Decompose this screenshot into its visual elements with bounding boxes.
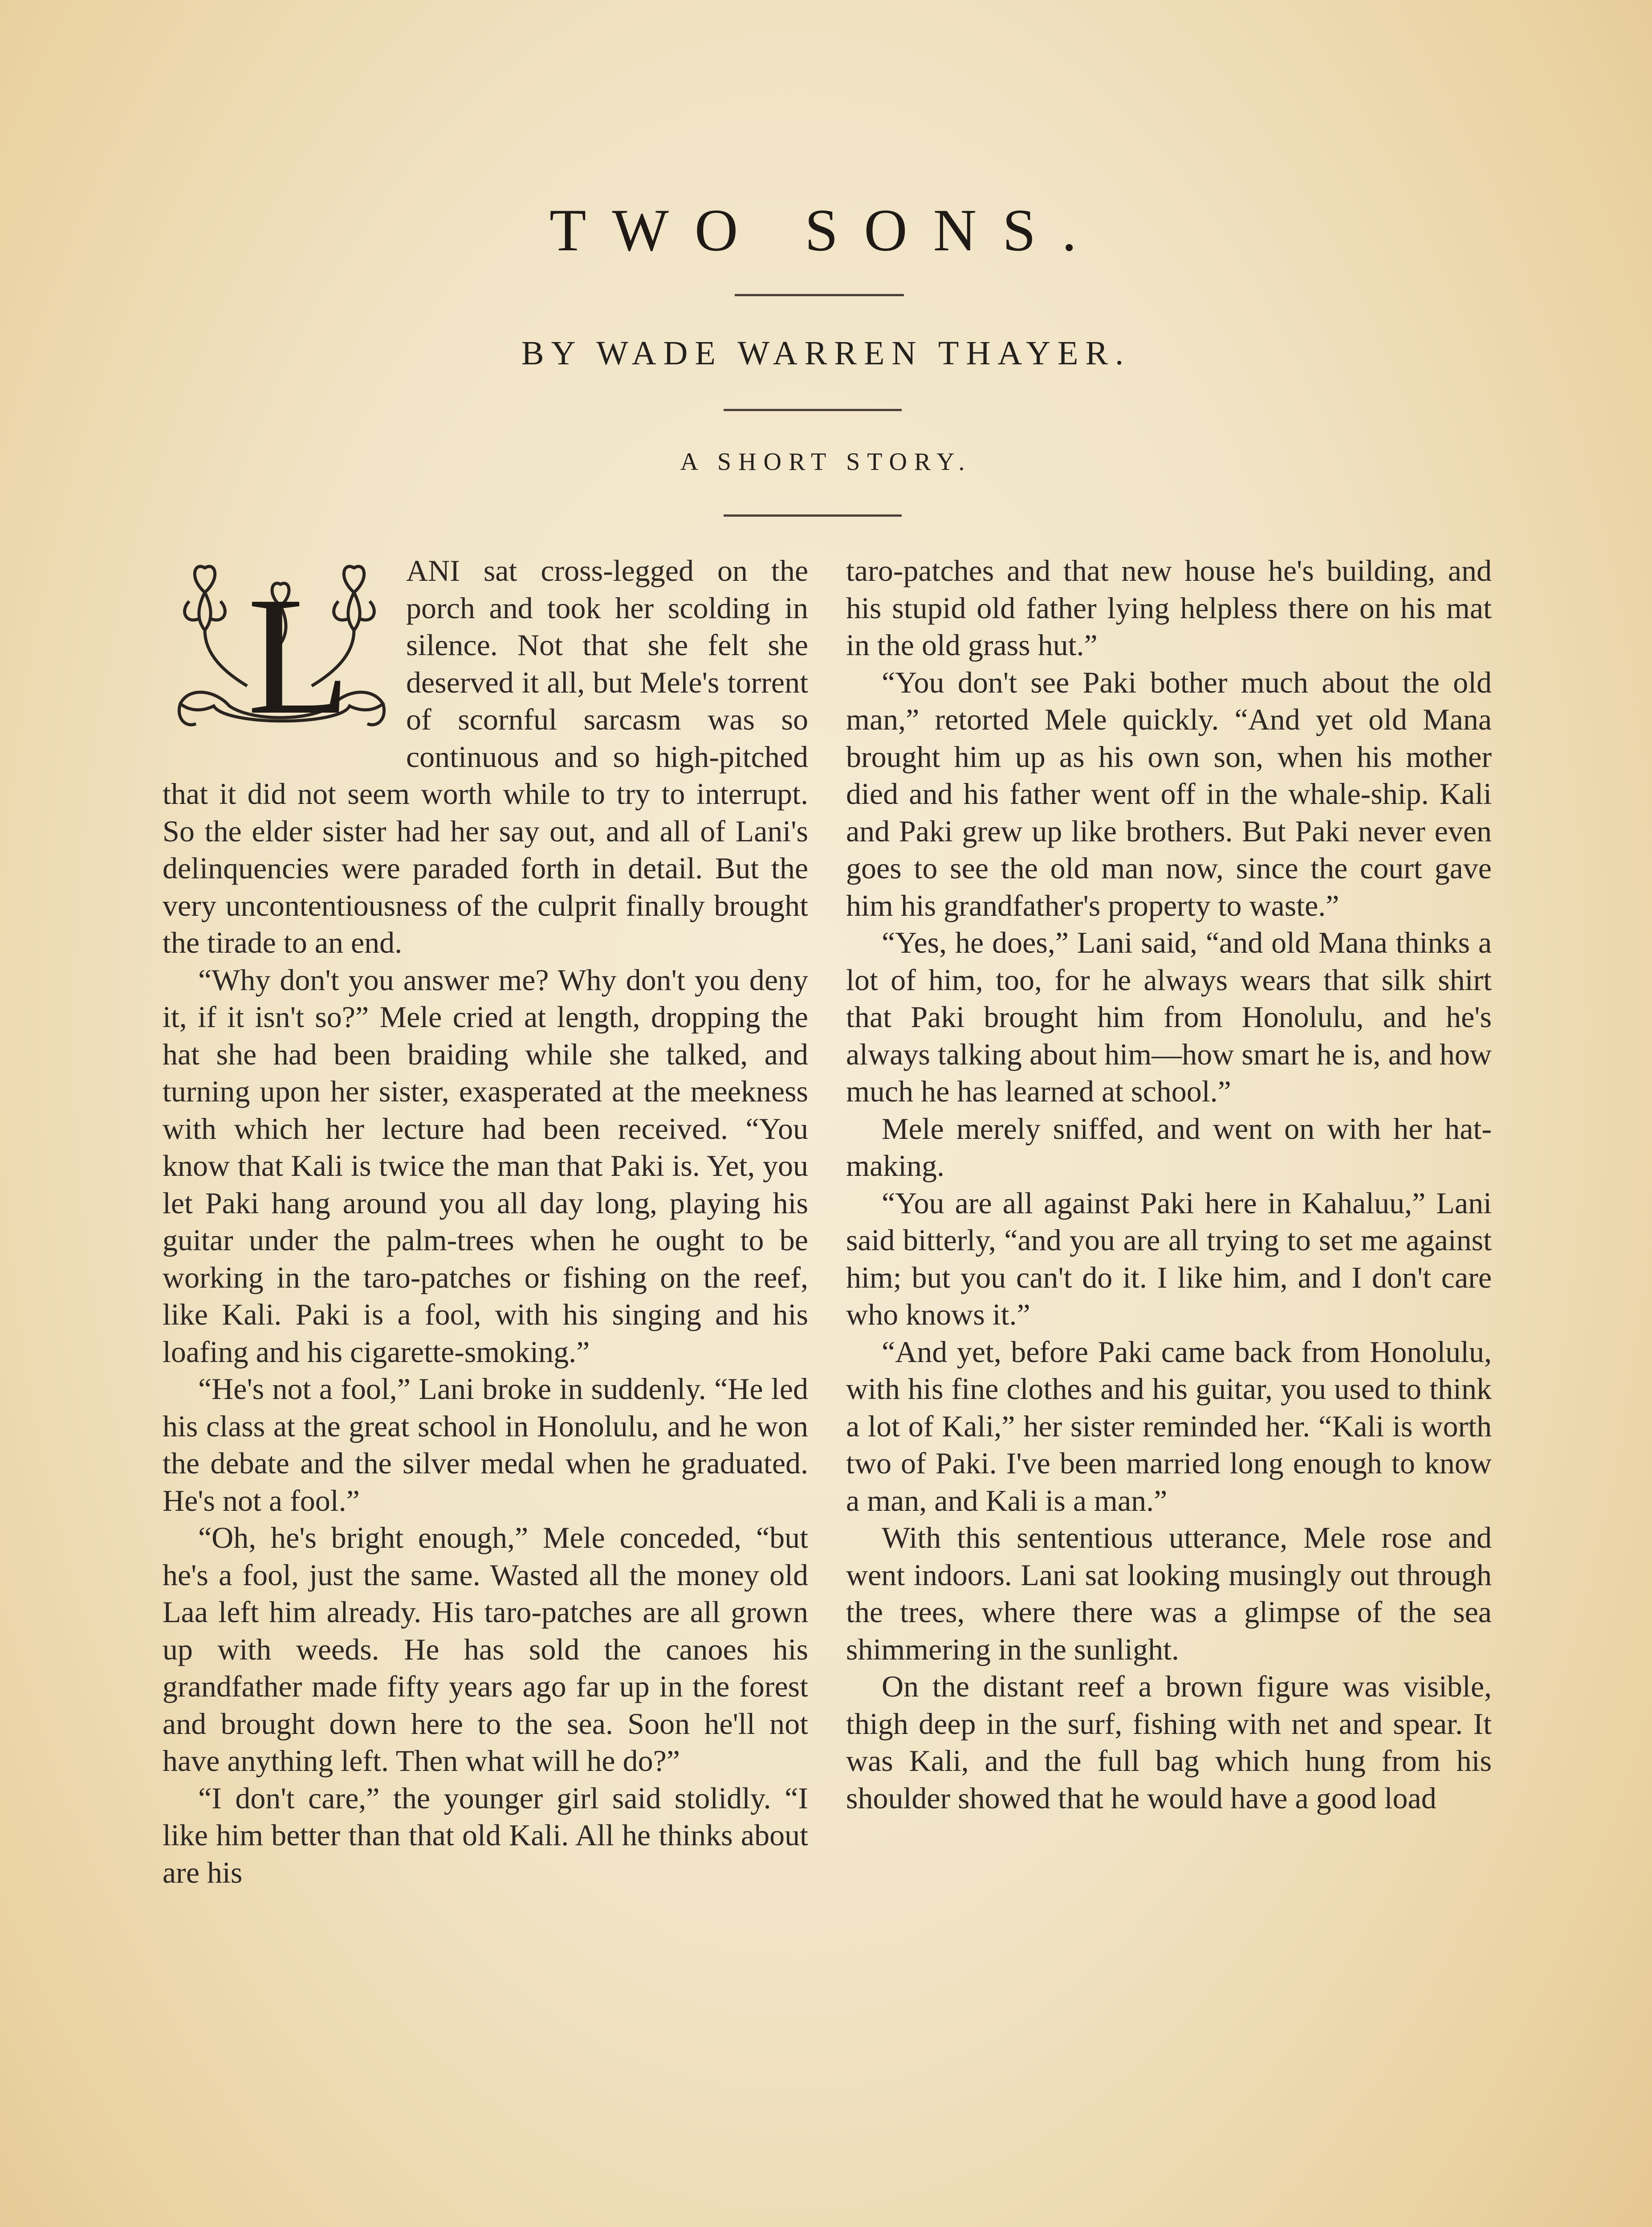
title-rule: [735, 294, 904, 296]
kicker-rule: [724, 514, 902, 517]
paragraph: With this sententious utterance, Mele rose and went indoors. Lani sat looking musingly out through the trees, where there was a glimpse of the sea shimmering in the sunlight.: [846, 1521, 1492, 1666]
dropcap-letter: L: [247, 562, 351, 748]
byline-rule: [724, 409, 902, 411]
paragraph: “He's not a fool,” Lani broke in suddenly. “He led his class at the great school in Honolulu, and he won the debate and the silver medal when he graduated. He's not a fool.”: [163, 1372, 808, 1517]
story-kicker: A SHORT STORY.: [680, 448, 972, 476]
paragraph: “Why don't you answer me? Why don't you deny it, if it isn't so?” Mele cried at length, dropping the hat she had been braiding while she talked, and turning upon her sister, exasperated at the meekness with which her lecture had been received. “You know that Kali is twice the man that Paki is. Yet, you let Paki hang around you all day long, playing his guitar under the palm-trees when he ought to be working in the taro-patches or fishing on the reef, like Kali. Paki is a fool, with his singing and his loafing and his cigarette-smoking.”: [163, 963, 808, 1369]
paragraph: “Yes, he does,” Lani said, “and old Mana thinks a lot of him, too, for he always wears that silk shirt that Paki brought him from Honolulu, and he's always talking about him—how smart he is, and how much he has learned at school.”: [846, 926, 1492, 1108]
right-column: [846, 552, 1492, 2227]
paragraph: Mele merely sniffed, and went on with her hat-making.: [846, 1111, 1492, 1183]
paragraph: “Oh, he's bright enough,” Mele conceded, “but he's a fool, just the same. Wasted all the money old Laa left him already. His taro-patches are all grown up with weeds. He has sold the canoes his grandfather made fifty years ago far up in the forest and brought down here to the sea. Soon he'll not have anything left. Then what will he do?”: [163, 1521, 808, 1778]
paragraph: “I don't care,” the younger girl said stolidly. “I like him better than that old Kali. All he thinks about are his: [163, 1781, 808, 1889]
paragraph: “You are all against Paki here in Kahaluu,” Lani said bitterly, “and you are all trying to set me against him; but you can't do it. I like him, and I don't care who knows it.”: [846, 1186, 1492, 1331]
paragraph: On the distant reef a brown figure was visible, thigh deep in the surf, fishing with net and spear. It was Kali, and the full bag which hung from his shoulder showed that he would have a good load: [846, 1669, 1492, 1815]
paragraph: ANI sat cross-legged on the porch and took her scolding in silence. Not that she felt she deserved it all, but Mele's torrent of scornful sarcasm was so continuous and so high-pitched that it did not seem worth while to try to interrupt. So the elder sister had her say out, and all of Lani's delinquencies were paraded forth in detail. But the very uncontentiousness of the culprit finally brought the tirade to an end.: [163, 554, 808, 959]
paragraph: “And yet, before Paki came back from Honolulu, with his fine clothes and his guitar, you used to think a lot of Kali,” her sister reminded her. “Kali is worth two of Paki. I've been married long enough to know a man, and Kali is a man.”: [846, 1334, 1492, 1517]
story-title: TWO SONS.: [549, 197, 1103, 264]
author-byline: BY WADE WARREN THAYER.: [521, 334, 1131, 372]
paragraph: “You don't see Paki bother much about the old man,” retorted Mele quickly. “And yet old Mana brought him up as his own son, when his mother died and his father went off in the whale-ship. Kali and Paki grew up like brothers. But Paki never even goes to see the old man now, since the court gave him his grandfather's property to waste.”: [846, 665, 1492, 922]
left-column: [163, 552, 808, 2227]
decorative-dropcap-icon: [163, 552, 401, 748]
paragraph: taro-patches and that new house he's building, and his stupid old father lying helpless there on his mat in the old grass hut.”: [846, 554, 1492, 662]
